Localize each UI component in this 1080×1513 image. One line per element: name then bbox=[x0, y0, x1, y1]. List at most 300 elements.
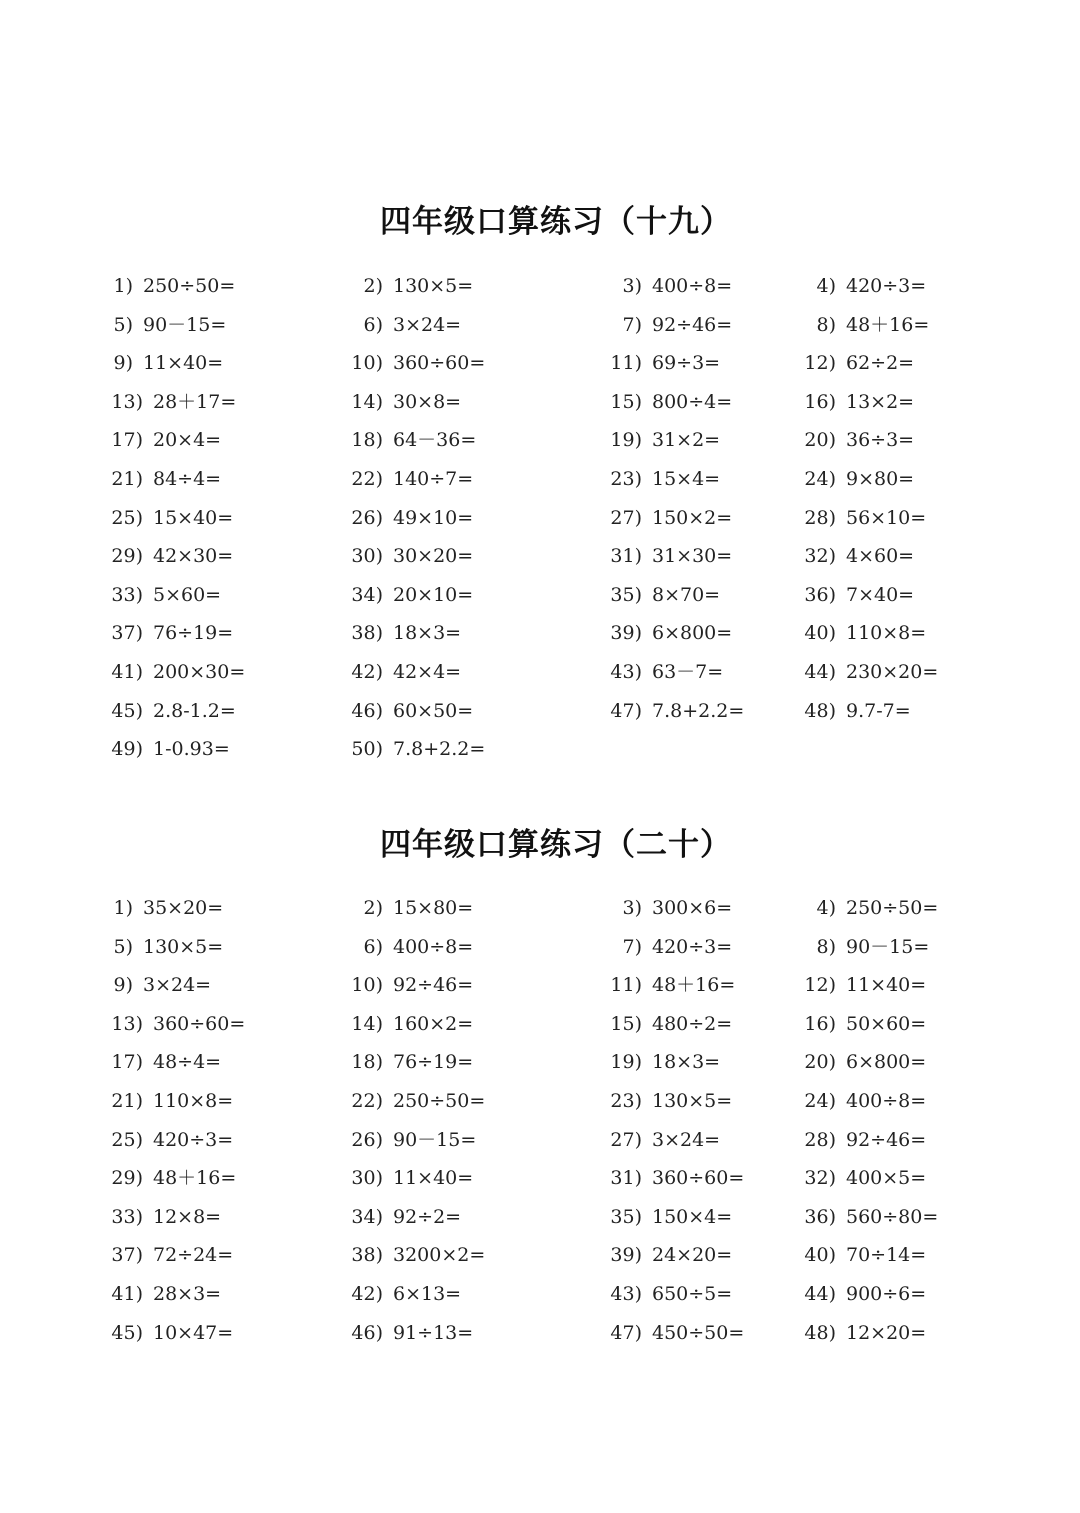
problem-item bbox=[610, 1005, 733, 1044]
problem-number: 24) bbox=[804, 1090, 836, 1112]
problem-number: 2) bbox=[363, 275, 383, 297]
problem-item bbox=[804, 1198, 939, 1237]
problem-item bbox=[816, 267, 927, 306]
problem-expression: 150×4= bbox=[652, 1205, 733, 1228]
problem-expression: 42×30= bbox=[153, 545, 234, 568]
problem-item bbox=[363, 267, 474, 306]
problem-row bbox=[0, 1082, 1080, 1121]
problem-expression: 70÷14= bbox=[846, 1244, 927, 1267]
worksheet-title: 四年级口算练习（十九） bbox=[380, 204, 732, 240]
problem-expression: 18×3= bbox=[652, 1051, 721, 1074]
problem-item bbox=[610, 1314, 745, 1353]
problem-number: 34) bbox=[351, 583, 383, 606]
problem-item bbox=[111, 537, 234, 576]
problem-number: 21) bbox=[111, 1090, 143, 1112]
problem-item bbox=[111, 1159, 237, 1198]
problem-number: 8) bbox=[816, 313, 836, 336]
problem-item bbox=[111, 576, 222, 615]
problem-number: 14) bbox=[351, 1012, 383, 1035]
problem-number: 2) bbox=[363, 897, 383, 919]
problem-row bbox=[0, 383, 1080, 422]
problem-expression: 28＋17= bbox=[153, 390, 237, 413]
problem-number: 15) bbox=[610, 1012, 642, 1035]
problem-number: 9) bbox=[113, 352, 133, 375]
problem-item bbox=[610, 1159, 745, 1198]
problem-item bbox=[113, 966, 212, 1005]
problem-number: 13) bbox=[111, 390, 143, 413]
problem-row bbox=[0, 537, 1080, 576]
problem-row bbox=[0, 421, 1080, 460]
problem-item bbox=[804, 1082, 927, 1121]
problem-expression: 900÷6= bbox=[846, 1283, 927, 1305]
problem-item bbox=[610, 383, 733, 422]
problem-row bbox=[0, 614, 1080, 653]
problem-item bbox=[804, 576, 915, 615]
problem-number: 13) bbox=[111, 1012, 143, 1035]
problem-expression: 90－15= bbox=[846, 935, 930, 958]
problem-item bbox=[610, 692, 745, 731]
problem-item bbox=[610, 576, 721, 615]
problem-number: 38) bbox=[351, 1244, 383, 1267]
problem-number: 3) bbox=[622, 897, 642, 919]
problem-expression: 92÷2= bbox=[393, 1205, 462, 1228]
problem-expression: 140÷7= bbox=[393, 468, 474, 490]
problem-number: 36) bbox=[804, 1205, 836, 1228]
problem-expression: 1-0.93= bbox=[153, 738, 230, 761]
problem-expression: 360÷60= bbox=[153, 1012, 246, 1035]
problem-expression: 130×5= bbox=[652, 1090, 733, 1112]
problem-item bbox=[804, 383, 915, 422]
problem-item bbox=[111, 1236, 234, 1275]
problem-item bbox=[351, 1043, 474, 1082]
problem-expression: 9.7-7= bbox=[846, 699, 911, 722]
problem-expression: 18×3= bbox=[393, 622, 462, 645]
problem-expression: 10×47= bbox=[153, 1321, 234, 1344]
problem-expression: 400×5= bbox=[846, 1167, 927, 1190]
problem-item bbox=[610, 1198, 733, 1237]
problem-item bbox=[351, 1314, 474, 1353]
problem-item bbox=[113, 889, 224, 928]
problem-row bbox=[0, 928, 1080, 967]
problem-number: 10) bbox=[351, 352, 383, 375]
problem-number: 28) bbox=[804, 506, 836, 529]
problem-item bbox=[111, 1275, 222, 1314]
problem-item bbox=[111, 1043, 222, 1082]
problem-expression: 20×4= bbox=[153, 429, 222, 452]
problem-row bbox=[0, 1159, 1080, 1198]
problem-number: 12) bbox=[804, 974, 836, 997]
problem-number: 3) bbox=[622, 275, 642, 297]
problem-item bbox=[363, 306, 462, 345]
problem-row bbox=[0, 1314, 1080, 1353]
problem-item bbox=[804, 344, 915, 383]
problem-item bbox=[804, 460, 915, 499]
problem-expression: 35×20= bbox=[143, 897, 224, 919]
problem-item bbox=[622, 928, 733, 967]
problem-row bbox=[0, 267, 1080, 306]
problem-expression: 62÷2= bbox=[846, 352, 915, 375]
problem-expression: 91÷13= bbox=[393, 1321, 474, 1344]
problem-item bbox=[351, 537, 474, 576]
problem-item bbox=[804, 692, 911, 731]
problem-expression: 15×40= bbox=[153, 506, 234, 529]
problem-number: 46) bbox=[351, 1321, 383, 1344]
problem-item bbox=[804, 1121, 927, 1160]
problem-item bbox=[804, 537, 915, 576]
problem-expression: 110×8= bbox=[153, 1090, 234, 1112]
problem-number: 24) bbox=[804, 468, 836, 490]
problem-item bbox=[804, 1005, 927, 1044]
problem-number: 7) bbox=[622, 935, 642, 958]
problem-number: 28) bbox=[804, 1128, 836, 1151]
problem-row bbox=[0, 344, 1080, 383]
problem-expression: 60×50= bbox=[393, 699, 474, 722]
problem-number: 48) bbox=[804, 699, 836, 722]
problem-number: 37) bbox=[111, 1244, 143, 1267]
problem-number: 18) bbox=[351, 429, 383, 452]
problem-number: 42) bbox=[351, 1283, 383, 1305]
problem-number: 23) bbox=[610, 1090, 642, 1112]
problem-number: 12) bbox=[804, 352, 836, 375]
problem-expression: 50×60= bbox=[846, 1012, 927, 1035]
problem-number: 44) bbox=[804, 1283, 836, 1305]
problem-number: 15) bbox=[610, 390, 642, 413]
problem-expression: 31×2= bbox=[652, 429, 721, 452]
problem-number: 19) bbox=[610, 429, 642, 452]
problem-number: 39) bbox=[610, 622, 642, 645]
problem-item bbox=[804, 1275, 927, 1314]
problem-number: 25) bbox=[111, 1128, 143, 1151]
problem-expression: 48÷4= bbox=[153, 1051, 222, 1074]
problem-item bbox=[111, 1082, 234, 1121]
problem-expression: 31×30= bbox=[652, 545, 733, 568]
problem-number: 14) bbox=[351, 390, 383, 413]
problem-expression: 30×20= bbox=[393, 545, 474, 568]
problem-item bbox=[622, 889, 733, 928]
problem-row bbox=[0, 1043, 1080, 1082]
problem-item bbox=[351, 1236, 486, 1275]
problem-item bbox=[610, 499, 733, 538]
problem-item bbox=[610, 653, 724, 692]
problem-item bbox=[610, 614, 733, 653]
problem-row bbox=[0, 653, 1080, 692]
problem-number: 35) bbox=[610, 1205, 642, 1228]
problem-number: 17) bbox=[111, 1051, 143, 1074]
problem-number: 47) bbox=[610, 699, 642, 722]
problem-number: 49) bbox=[111, 738, 143, 761]
problem-number: 37) bbox=[111, 622, 143, 645]
problem-expression: 400÷8= bbox=[652, 275, 733, 297]
problem-expression: 11×40= bbox=[393, 1167, 474, 1190]
problem-number: 44) bbox=[804, 661, 836, 683]
problem-row bbox=[0, 1236, 1080, 1275]
problem-expression: 90－15= bbox=[393, 1128, 477, 1151]
problem-number: 33) bbox=[111, 1205, 143, 1228]
problem-number: 30) bbox=[351, 1167, 383, 1190]
problem-expression: 160×2= bbox=[393, 1012, 474, 1035]
problem-number: 16) bbox=[804, 390, 836, 413]
problem-item bbox=[610, 1236, 733, 1275]
problem-item bbox=[351, 966, 474, 1005]
problem-number: 18) bbox=[351, 1051, 383, 1074]
problem-item bbox=[111, 499, 234, 538]
problem-item bbox=[351, 460, 474, 499]
problem-expression: 28×3= bbox=[153, 1283, 222, 1305]
problem-item bbox=[111, 1005, 246, 1044]
problem-expression: 7.8+2.2= bbox=[652, 699, 745, 722]
problem-number: 29) bbox=[111, 1167, 143, 1190]
problem-number: 32) bbox=[804, 1167, 836, 1190]
problem-item bbox=[610, 966, 736, 1005]
problem-number: 16) bbox=[804, 1012, 836, 1035]
problem-expression: 3×24= bbox=[652, 1128, 721, 1151]
problem-expression: 420÷3= bbox=[846, 275, 927, 297]
problem-item bbox=[113, 267, 236, 306]
problem-item bbox=[111, 383, 237, 422]
problem-expression: 110×8= bbox=[846, 622, 927, 645]
problem-item bbox=[610, 1275, 733, 1314]
problem-row bbox=[0, 692, 1080, 731]
problem-item bbox=[111, 614, 234, 653]
problem-expression: 48＋16= bbox=[153, 1167, 237, 1190]
problem-expression: 480÷2= bbox=[652, 1012, 733, 1035]
problem-item bbox=[804, 1314, 927, 1353]
problem-item bbox=[610, 421, 721, 460]
problem-number: 6) bbox=[363, 935, 383, 958]
problem-expression: 69÷3= bbox=[652, 352, 721, 375]
problem-item bbox=[111, 460, 222, 499]
problem-item bbox=[610, 460, 721, 499]
problem-expression: 24×20= bbox=[652, 1244, 733, 1267]
problem-expression: 150×2= bbox=[652, 506, 733, 529]
problem-number: 27) bbox=[610, 1128, 642, 1151]
problem-number: 33) bbox=[111, 583, 143, 606]
problem-item bbox=[610, 344, 721, 383]
problem-item bbox=[351, 692, 474, 731]
problem-number: 11) bbox=[610, 352, 642, 375]
problem-item bbox=[804, 1043, 927, 1082]
problem-item bbox=[111, 1314, 234, 1353]
problem-number: 11) bbox=[610, 974, 642, 997]
problem-row bbox=[0, 576, 1080, 615]
problem-item bbox=[622, 306, 733, 345]
problem-item bbox=[351, 383, 462, 422]
problem-row bbox=[0, 306, 1080, 345]
problem-number: 26) bbox=[351, 506, 383, 529]
problem-item bbox=[610, 537, 733, 576]
problem-number: 4) bbox=[816, 897, 836, 919]
problem-number: 40) bbox=[804, 1244, 836, 1267]
problem-item bbox=[804, 1159, 927, 1198]
problem-item bbox=[610, 1043, 721, 1082]
problem-expression: 7×40= bbox=[846, 583, 915, 606]
problem-expression: 400÷8= bbox=[393, 935, 474, 958]
problem-row bbox=[0, 966, 1080, 1005]
problem-expression: 42×4= bbox=[393, 661, 462, 683]
problem-expression: 36÷3= bbox=[846, 429, 915, 452]
problem-row bbox=[0, 460, 1080, 499]
problem-expression: 560÷80= bbox=[846, 1205, 939, 1228]
problem-number: 46) bbox=[351, 699, 383, 722]
problem-item bbox=[351, 576, 474, 615]
problem-row bbox=[0, 1275, 1080, 1314]
problem-number: 43) bbox=[610, 661, 642, 683]
problem-number: 48) bbox=[804, 1321, 836, 1344]
problem-item bbox=[111, 653, 246, 692]
problem-number: 8) bbox=[816, 935, 836, 958]
problem-item bbox=[351, 344, 486, 383]
problem-item bbox=[804, 966, 927, 1005]
problem-expression: 3200×2= bbox=[393, 1244, 486, 1267]
problem-item bbox=[816, 889, 939, 928]
problem-item bbox=[111, 692, 236, 731]
worksheet-title: 四年级口算练习（二十） bbox=[380, 827, 732, 863]
problem-expression: 130×5= bbox=[143, 935, 224, 958]
problem-number: 4) bbox=[816, 275, 836, 297]
problem-expression: 9×80= bbox=[846, 468, 915, 490]
problem-item bbox=[351, 653, 462, 692]
problem-number: 38) bbox=[351, 622, 383, 645]
problem-number: 47) bbox=[610, 1321, 642, 1344]
problem-item bbox=[111, 1121, 234, 1160]
problem-expression: 130×5= bbox=[393, 275, 474, 297]
problem-number: 42) bbox=[351, 661, 383, 683]
problem-expression: 92÷46= bbox=[846, 1128, 927, 1151]
problem-expression: 250÷50= bbox=[143, 275, 236, 297]
problem-expression: 5×60= bbox=[153, 583, 222, 606]
problem-item bbox=[113, 344, 224, 383]
problem-expression: 48＋16= bbox=[846, 313, 930, 336]
problem-number: 7) bbox=[622, 313, 642, 336]
problem-number: 26) bbox=[351, 1128, 383, 1151]
problem-number: 40) bbox=[804, 622, 836, 645]
problem-item bbox=[351, 1159, 474, 1198]
problem-number: 27) bbox=[610, 506, 642, 529]
problem-item bbox=[351, 499, 474, 538]
problem-expression: 4×60= bbox=[846, 545, 915, 568]
problem-expression: 800÷4= bbox=[652, 390, 733, 413]
problem-expression: 420÷3= bbox=[652, 935, 733, 958]
problem-expression: 7.8+2.2= bbox=[393, 738, 486, 761]
problem-number: 32) bbox=[804, 545, 836, 568]
problem-expression: 64－36= bbox=[393, 429, 477, 452]
problem-number: 31) bbox=[610, 1167, 642, 1190]
problem-item bbox=[351, 1275, 462, 1314]
problem-number: 43) bbox=[610, 1283, 642, 1305]
problem-item bbox=[363, 928, 474, 967]
problem-item bbox=[351, 1198, 462, 1237]
problem-number: 31) bbox=[610, 545, 642, 568]
problem-number: 10) bbox=[351, 974, 383, 997]
problem-expression: 15×80= bbox=[393, 897, 474, 919]
problem-row bbox=[0, 1198, 1080, 1237]
problem-item bbox=[804, 653, 939, 692]
problem-number: 20) bbox=[804, 1051, 836, 1074]
problem-expression: 3×24= bbox=[393, 313, 462, 336]
problem-expression: 12×8= bbox=[153, 1205, 222, 1228]
problem-expression: 63－7= bbox=[652, 661, 724, 683]
problem-item bbox=[351, 421, 477, 460]
problem-expression: 49×10= bbox=[393, 506, 474, 529]
problem-item bbox=[804, 1236, 927, 1275]
problem-item bbox=[111, 1198, 222, 1237]
problem-number: 45) bbox=[111, 699, 143, 722]
problem-item bbox=[610, 1121, 721, 1160]
problem-expression: 48＋16= bbox=[652, 974, 736, 997]
problem-number: 41) bbox=[111, 1283, 143, 1305]
problem-item bbox=[816, 928, 930, 967]
problem-item bbox=[804, 614, 927, 653]
problem-number: 1) bbox=[113, 897, 133, 919]
problem-number: 5) bbox=[113, 313, 133, 336]
problem-item bbox=[610, 1082, 733, 1121]
problem-row bbox=[0, 1121, 1080, 1160]
problem-number: 50) bbox=[351, 738, 383, 761]
problem-expression: 250÷50= bbox=[393, 1090, 486, 1112]
problem-number: 20) bbox=[804, 429, 836, 452]
problem-expression: 400÷8= bbox=[846, 1090, 927, 1112]
problem-expression: 92÷46= bbox=[652, 313, 733, 336]
problem-number: 22) bbox=[351, 468, 383, 490]
problem-expression: 2.8-1.2= bbox=[153, 699, 236, 722]
problem-item bbox=[113, 928, 224, 967]
problem-number: 41) bbox=[111, 661, 143, 683]
problem-number: 25) bbox=[111, 506, 143, 529]
problem-expression: 72÷24= bbox=[153, 1244, 234, 1267]
problem-expression: 20×10= bbox=[393, 583, 474, 606]
problem-number: 39) bbox=[610, 1244, 642, 1267]
problem-number: 45) bbox=[111, 1321, 143, 1344]
problem-number: 29) bbox=[111, 545, 143, 568]
problem-expression: 6×800= bbox=[846, 1051, 927, 1074]
problem-expression: 6×800= bbox=[652, 622, 733, 645]
problem-expression: 420÷3= bbox=[153, 1128, 234, 1151]
problem-expression: 13×2= bbox=[846, 390, 915, 413]
problem-expression: 360÷60= bbox=[393, 352, 486, 375]
problem-expression: 30×8= bbox=[393, 390, 462, 413]
problem-row bbox=[0, 1005, 1080, 1044]
problem-expression: 11×40= bbox=[143, 352, 224, 375]
problem-item bbox=[351, 1082, 486, 1121]
problem-number: 22) bbox=[351, 1090, 383, 1112]
problem-number: 17) bbox=[111, 429, 143, 452]
problem-number: 21) bbox=[111, 468, 143, 490]
problem-item bbox=[351, 614, 462, 653]
problem-expression: 56×10= bbox=[846, 506, 927, 529]
problem-item bbox=[622, 267, 733, 306]
problem-number: 6) bbox=[363, 313, 383, 336]
problem-expression: 15×4= bbox=[652, 468, 721, 490]
problem-item bbox=[804, 421, 915, 460]
problem-number: 30) bbox=[351, 545, 383, 568]
problem-row bbox=[0, 730, 1080, 769]
problem-item bbox=[804, 499, 927, 538]
problem-expression: 3×24= bbox=[143, 974, 212, 997]
problem-expression: 230×20= bbox=[846, 661, 939, 683]
problem-number: 9) bbox=[113, 974, 133, 997]
problem-expression: 200×30= bbox=[153, 661, 246, 683]
problem-number: 19) bbox=[610, 1051, 642, 1074]
problem-number: 5) bbox=[113, 935, 133, 958]
problem-expression: 12×20= bbox=[846, 1321, 927, 1344]
problem-expression: 360÷60= bbox=[652, 1167, 745, 1190]
problem-expression: 11×40= bbox=[846, 974, 927, 997]
problem-item bbox=[816, 306, 930, 345]
problem-expression: 8×70= bbox=[652, 583, 721, 606]
problem-number: 34) bbox=[351, 1205, 383, 1228]
problem-expression: 76÷19= bbox=[153, 622, 234, 645]
problem-item bbox=[111, 421, 222, 460]
